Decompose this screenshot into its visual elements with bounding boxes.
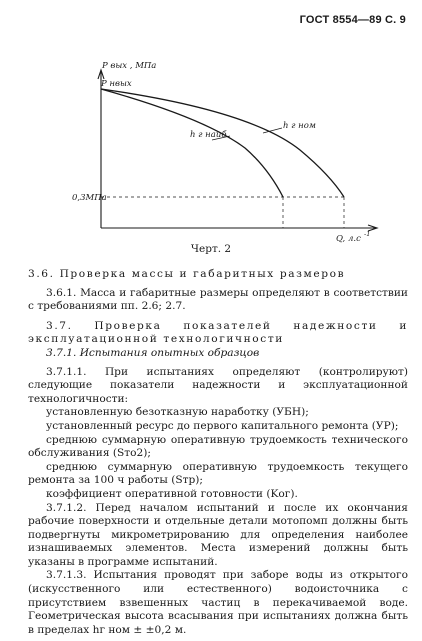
chart-guides [101, 197, 344, 228]
x-axis-label: Q, л.с [336, 234, 361, 244]
heading-3-7-1: 3.7.1. Испытания опытных образцов [46, 346, 260, 359]
curve-h-nom [101, 89, 344, 197]
y-axis-label: P вых , МПа [102, 61, 157, 71]
list-item-sto2: среднюю суммарную оперативную трудоемкость технического обслуживания (Sто2); [28, 433, 408, 460]
curve-nom-label: h г ном [283, 121, 316, 131]
p-nvyh-label: P нвых [101, 79, 132, 89]
para-3-7-1-2: 3.7.1.2. Перед началом испытаний и после их окончания рабочие поверхности и отдельные детали мотопомп должны быть подвергнуты микрометрированию для определения наиболее изнашиваемых элементов. Места измерений должны быть указаны в программе испытаний. [28, 501, 408, 568]
page-header: ГОСТ 8554—89 С. 9 [299, 14, 406, 26]
chart-curves [101, 89, 344, 197]
chart-axes [98, 70, 377, 231]
heading-3-7: 3.7. Проверка показателей надежности и эксплуатационной технологичности [28, 319, 408, 346]
list-item-ubn: установленную безотказную наработку (УБН); [46, 406, 309, 419]
pressure-flow-chart [0, 0, 422, 250]
para-3-6-1: 3.6.1. Масса и габаритные размеры определяют в соответствии с требованиями пп. 2.6; 2.7. [28, 286, 408, 313]
x-axis-exponent: -1 [364, 230, 371, 238]
para-3-7-1-1: 3.7.1.1. При испытаниях определяют (контролируют) следующие показатели надежности и эксплуатационной технологичности: [28, 365, 408, 405]
figure-caption: Черт. 2 [190, 243, 232, 255]
curve-naib-label: h г наиб. [190, 130, 230, 140]
low-pressure-label: 0,3МПа [72, 193, 107, 203]
list-item-kog: коэффициент оперативной готовности (Kог). [46, 487, 298, 500]
para-3-7-1-3: 3.7.1.3. Испытания проводят при заборе воды из открытого (искусственного или естественного) водоисточника с присутствием взвешенных частиц в перекачиваемой воде. Геометрическая высота всасывания при испытаниях должна быть в пределах hг ном ± ±0,2 м. [28, 569, 408, 636]
heading-3-6: 3.6. Проверка массы и габаритных размеров [28, 268, 346, 280]
body-text [28, 262, 408, 637]
list-item-str: среднюю суммарную оперативную трудоемкость текущего ремонта за 100 ч работы (Sтр); [28, 460, 408, 487]
list-item-ur: установленный ресурс до первого капитального ремонта (УР); [46, 419, 399, 432]
